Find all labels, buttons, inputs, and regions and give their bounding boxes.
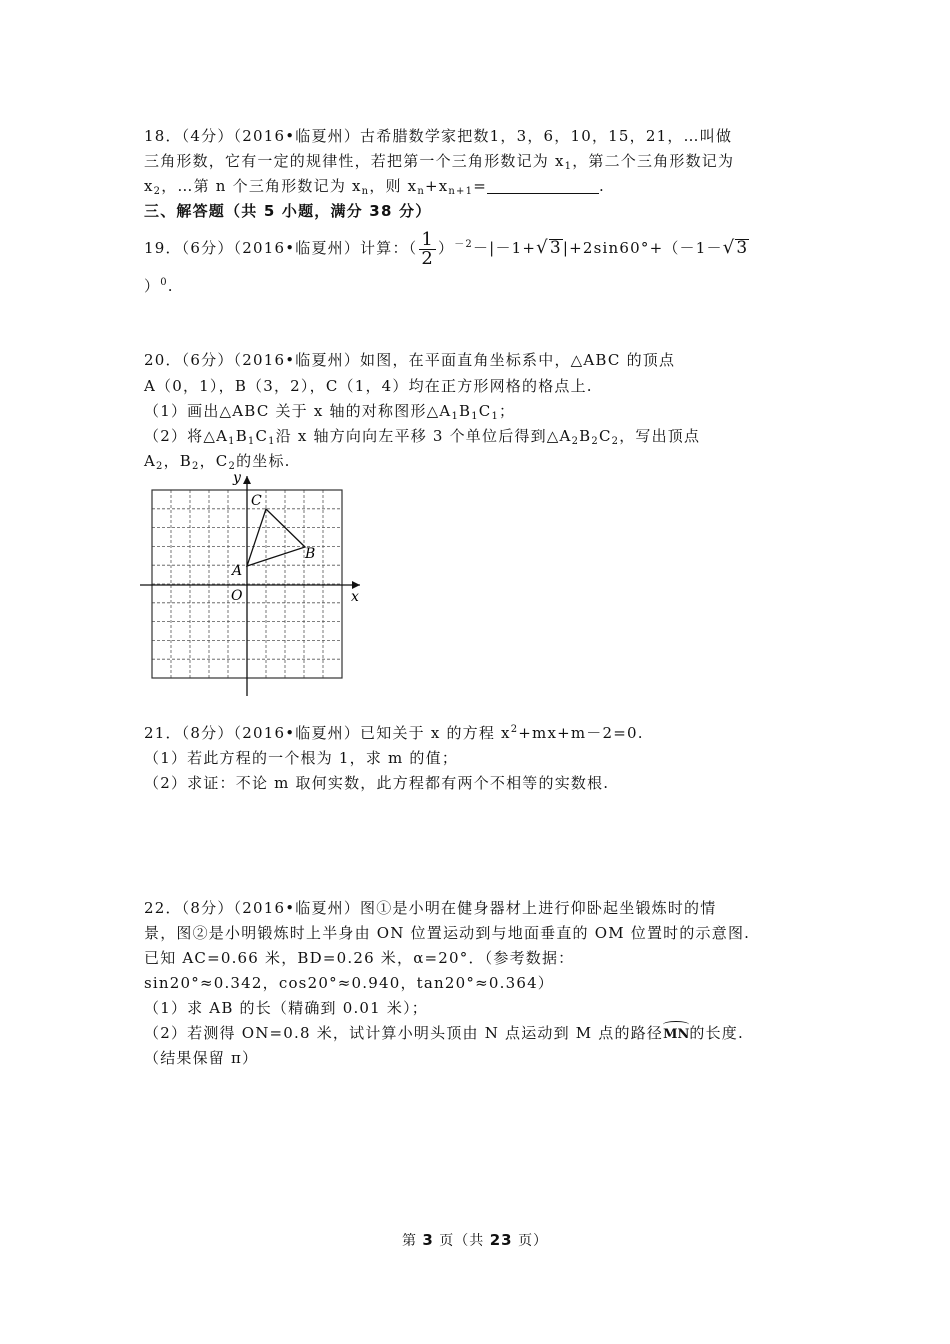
- q19-text: ）: [144, 277, 161, 295]
- answer-blank: [487, 179, 599, 194]
- exponent: －2: [454, 239, 473, 250]
- q19-text: .: [167, 277, 174, 295]
- q20-text: B: [235, 427, 248, 445]
- q19-text: 19．（6分）（2016•临夏州）计算：（: [144, 239, 418, 257]
- q20-text: ；: [499, 402, 516, 420]
- subscript: 2: [228, 461, 237, 472]
- q18-text: ，则 x: [369, 177, 418, 195]
- q21-line3: （2）求证：不论 m 取何实数，此方程都有两个不相等的实数根.: [144, 774, 610, 792]
- q18-text: .: [599, 177, 605, 195]
- q22-text: 的长度.: [689, 1024, 744, 1042]
- point-a-label: A: [232, 563, 243, 579]
- subscript: 2: [153, 186, 162, 197]
- x-axis-label: x: [351, 589, 359, 605]
- point-b-label: B: [305, 546, 316, 562]
- q20-text: ，写出顶点: [619, 427, 701, 445]
- q22-line4: sin20°≈0.342，cos20°≈0.940，tan20°≈0.364）: [144, 974, 555, 992]
- q18-text: =: [473, 177, 487, 195]
- subscript: 1: [491, 411, 500, 422]
- subscript: n: [417, 186, 425, 197]
- q22-text: （2）若测得 ON=0.8 米，试计算小明头顶由 N 点运动到 M 点的路径: [144, 1024, 664, 1042]
- q20-line3: [144, 401, 515, 421]
- q21-text: +mx+m－2=0.: [518, 724, 644, 742]
- q20-line2: A（0，1），B（3，2），C（1，4）均在正方形网格的格点上.: [144, 377, 593, 395]
- y-axis-arrow-icon: [243, 476, 251, 484]
- subscript: n+1: [448, 186, 474, 197]
- q20-text: （2）将△A: [144, 427, 229, 445]
- q21-text: 21．（8分）（2016•临夏州）已知关于 x 的方程 x: [144, 724, 511, 742]
- q20-text: ，C: [199, 452, 229, 470]
- sqrt-radicand: 3: [736, 238, 749, 258]
- coordinate-grid-figure: [140, 470, 380, 700]
- subscript: n: [361, 186, 370, 197]
- q19-line1: [144, 230, 749, 268]
- q20-text: C: [598, 427, 612, 445]
- subscript: 2: [611, 436, 620, 447]
- q22-line2: 景，图②是小明锻炼时上半身由 ON 位置运动到与地面垂直的 OM 位置时的示意图.: [144, 924, 751, 942]
- origin-label: O: [231, 588, 243, 604]
- q18-text: ，…第 n 个三角形数记为 x: [161, 177, 362, 195]
- subscript: 1: [564, 161, 573, 172]
- point-c-label: C: [251, 493, 262, 509]
- subscript: 1: [247, 436, 256, 447]
- q19-text: ）: [438, 239, 455, 257]
- q20-text: （1）画出△ABC 关于 x 轴的对称图形△A: [144, 402, 452, 420]
- q18-line2: [144, 151, 734, 171]
- q19-text: |+2sin60°+（－1－: [562, 239, 723, 257]
- q20-text: C: [255, 427, 269, 445]
- q18-line1: 18．（4分）（2016•临夏州）古希腊数学家把数1，3，6，10，15，21，…叫做: [144, 127, 733, 145]
- q22-line5: （1）求 AB 的长（精确到 0.01 米）；: [144, 999, 428, 1017]
- fraction-one-half: [419, 228, 436, 269]
- sqrt-radicand: 3: [549, 238, 562, 258]
- q20-text: A: [144, 452, 157, 470]
- exponent: 0: [160, 277, 168, 288]
- q18-text: ，第二个三角形数记为: [572, 152, 735, 170]
- q21-line1: [144, 723, 644, 743]
- exponent: 2: [510, 724, 519, 735]
- subscript: 2: [591, 436, 599, 447]
- q20-line1: 20．（6分）（2016•临夏州）如图，在平面直角坐标系中，△ABC 的顶点: [144, 351, 676, 369]
- q20-text: B: [459, 402, 472, 420]
- footer-text: 页（共: [439, 1233, 485, 1249]
- subscript: 2: [571, 436, 580, 447]
- subscript: 1: [471, 411, 479, 422]
- section-heading: 三、解答题（共 5 小题，满分 38 分）: [144, 202, 432, 220]
- q20-text: C: [478, 402, 492, 420]
- total-pages: 23: [489, 1231, 513, 1249]
- page-number: 3: [422, 1231, 434, 1249]
- subscript: 2: [192, 461, 200, 472]
- radical-sign-icon: √: [536, 237, 549, 258]
- q22-line1: 22．（8分）（2016•临夏州）图①是小明在健身器材上进行仰卧起坐锻炼时的情: [144, 899, 717, 917]
- radical-sign-icon: √: [722, 237, 736, 258]
- q20-text: ，B: [163, 452, 193, 470]
- q20-text: B: [579, 427, 592, 445]
- q22-line6: [144, 1023, 744, 1045]
- subscript: 1: [451, 411, 459, 422]
- q21-line2: （1）若此方程的一个根为 1，求 m 的值；: [144, 749, 459, 767]
- q20-line5: [144, 451, 291, 471]
- q22-line7: （结果保留 π）: [144, 1049, 259, 1067]
- fraction-denominator: 2: [421, 247, 435, 269]
- subscript: 1: [268, 436, 276, 447]
- q19-line2: [144, 276, 174, 296]
- q18-text: 三角形数，它有一定的规律性，若把第一个三角形数记为 x: [144, 152, 565, 170]
- page-footer: [0, 1230, 950, 1250]
- subscript: 2: [156, 461, 164, 472]
- q18-line3: [144, 176, 605, 196]
- fraction-numerator: 1: [421, 228, 435, 250]
- q19-text: －|－1+: [472, 239, 537, 257]
- x-axis-arrow-icon: [352, 581, 360, 589]
- arc-mn: MN: [663, 1025, 689, 1045]
- q18-text: +x: [424, 177, 449, 195]
- q20-text: 的坐标.: [236, 452, 291, 470]
- q18-text: x: [144, 177, 154, 195]
- subscript: 1: [228, 436, 236, 447]
- q22-line3: 已知 AC=0.66 米，BD=0.26 米，α=20°．（参考数据：: [144, 949, 575, 967]
- footer-text: 第: [401, 1233, 417, 1249]
- triangle-abc: [247, 509, 305, 566]
- y-axis-label: y: [233, 470, 241, 486]
- q20-line4: [144, 426, 700, 446]
- q20-text: 沿 x 轴方向向左平移 3 个单位后得到△A: [275, 427, 572, 445]
- footer-text: 页）: [518, 1233, 549, 1249]
